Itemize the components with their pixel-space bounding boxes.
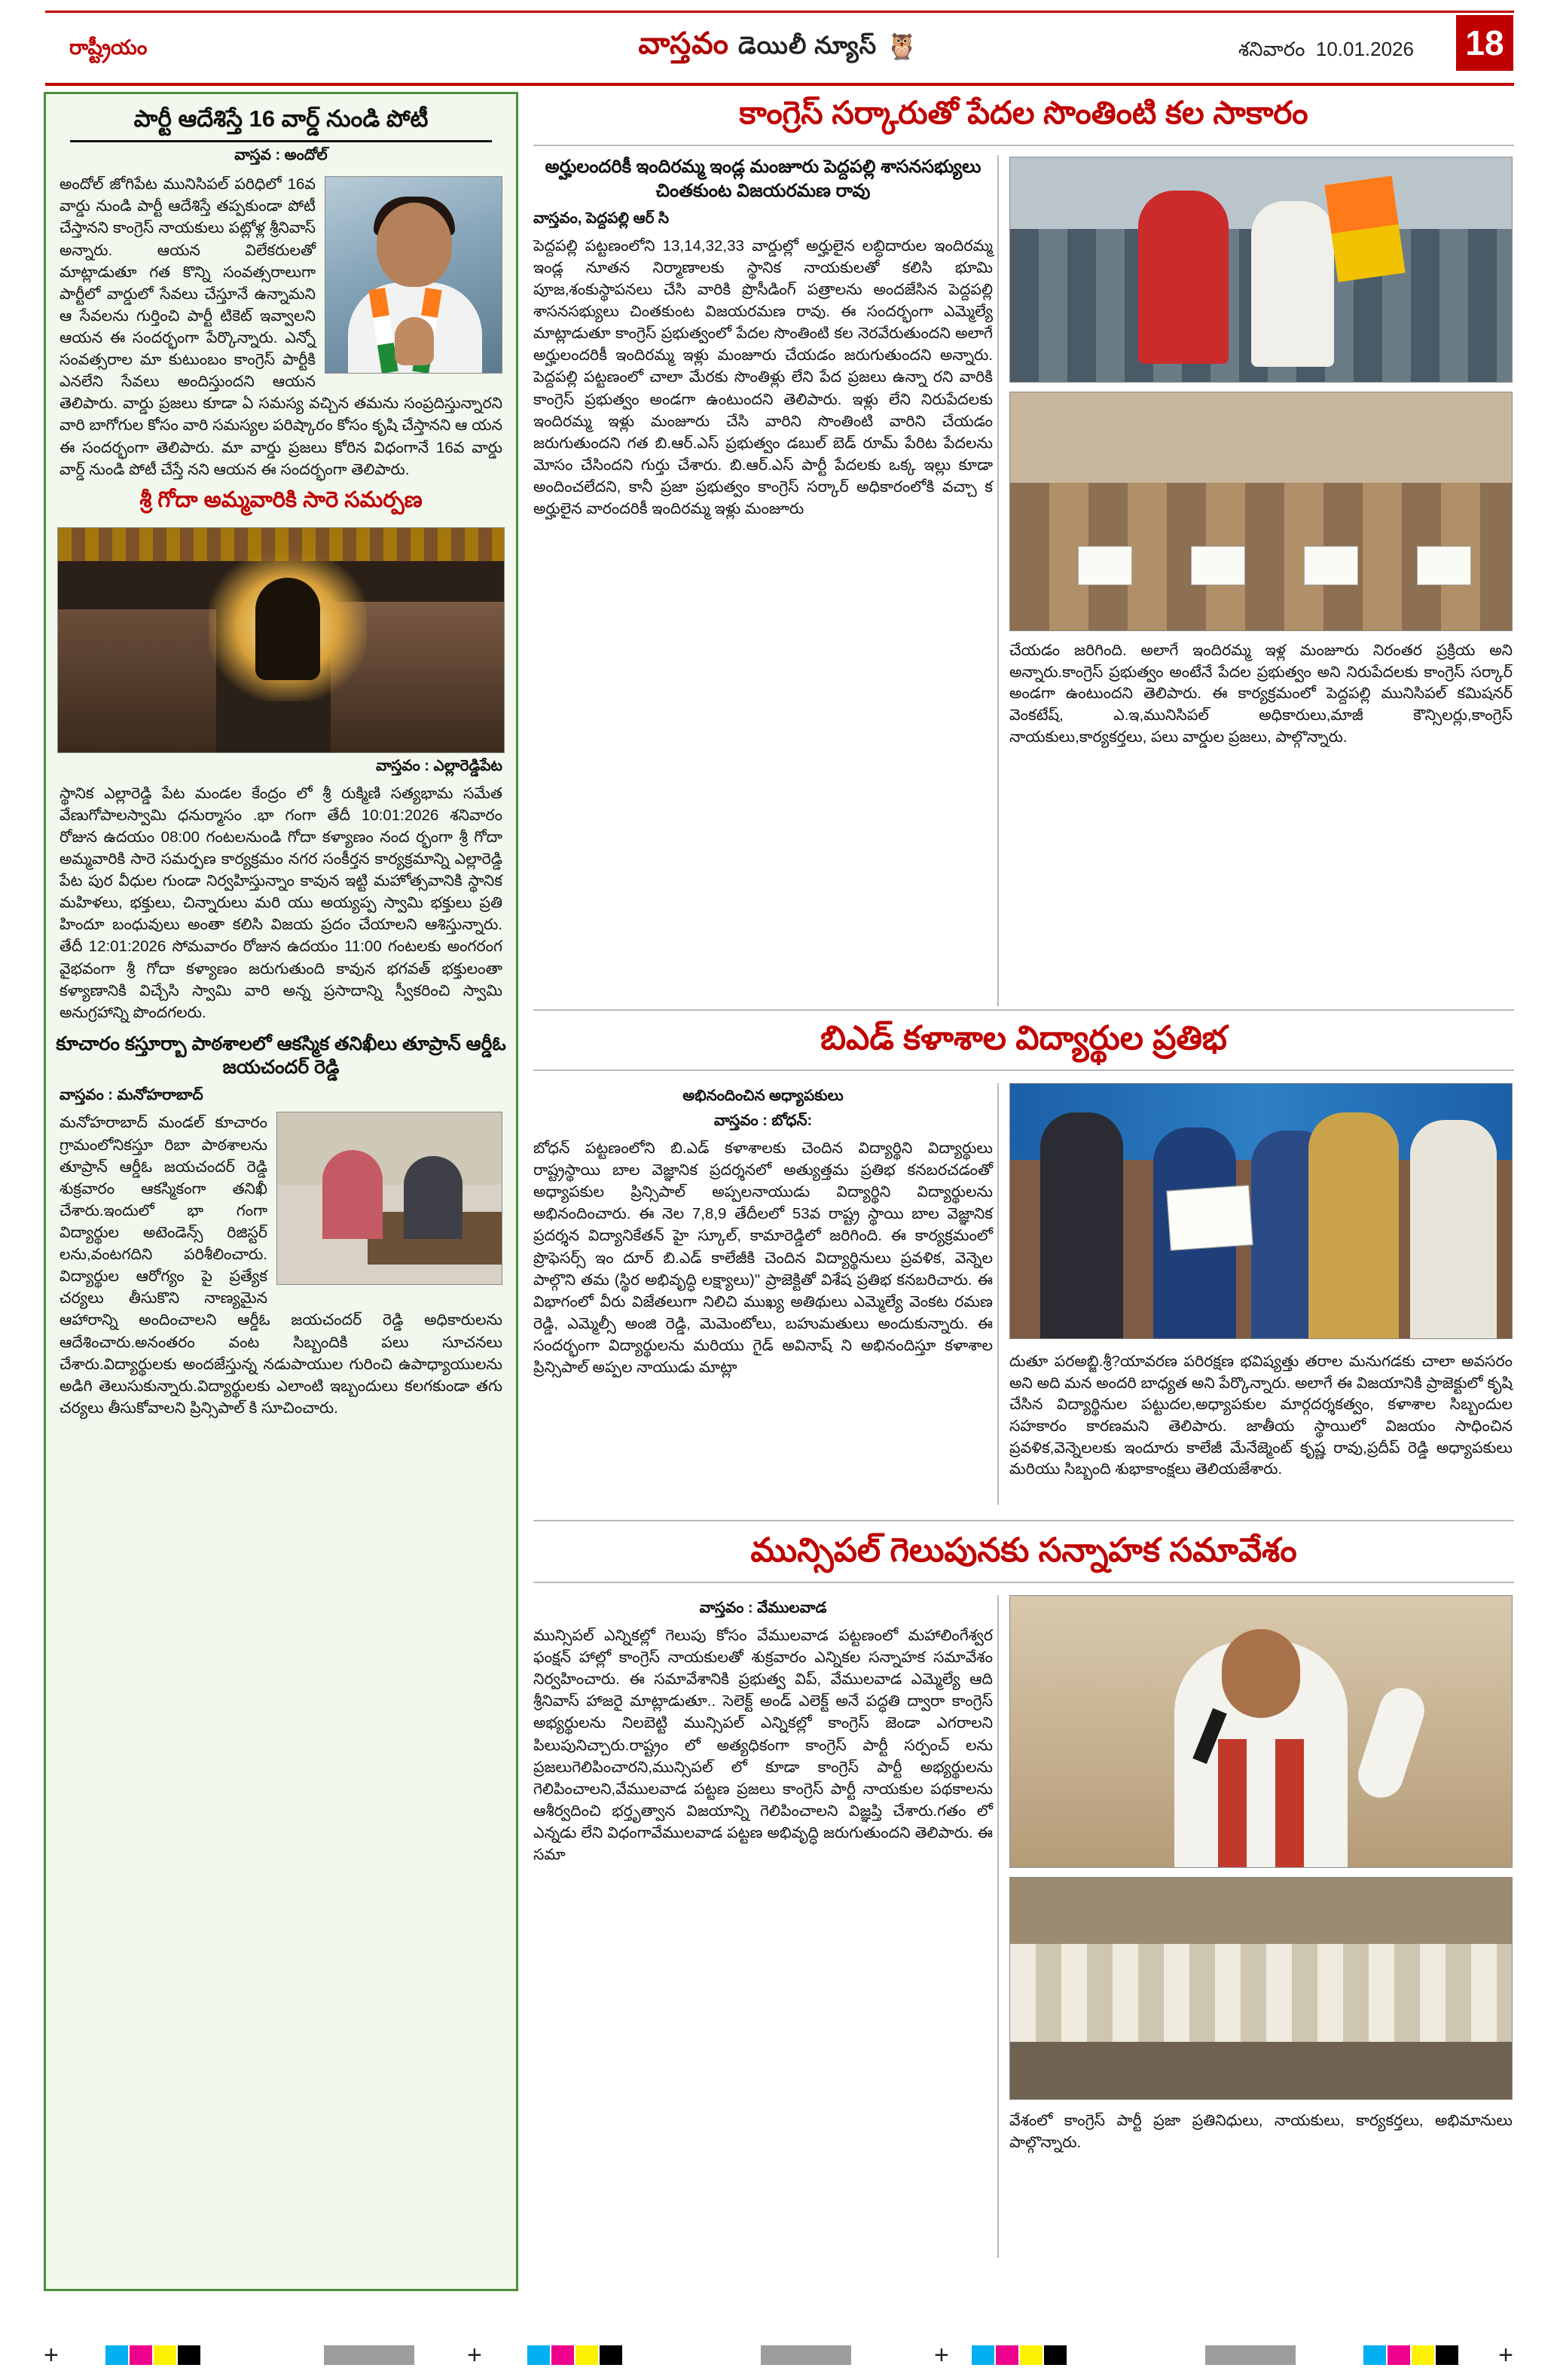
print-registration-bar xyxy=(0,2336,1557,2380)
left-article-2-byline: వాస్తవం : ఎల్లారెడ్డిపేట xyxy=(376,757,502,774)
beneficiaries-certificates-photo xyxy=(1009,392,1513,631)
page-number-badge: 18 xyxy=(1456,15,1513,71)
masthead-title-sub: డెయిలీ న్యూస్ xyxy=(738,32,878,59)
right-article-3-caption: వేశంలో కాంగ్రెస్ పార్టీ ప్రజా ప్రతినిధులు, నాయకులు, కార్యకర్తలు, అభిమానులు పాల్గొన్నారు. xyxy=(1009,2112,1513,2151)
divider xyxy=(533,1582,1514,1583)
color-swatch-gray xyxy=(761,2345,851,2365)
color-swatch-magenta xyxy=(551,2345,574,2365)
masthead-rule-top xyxy=(45,11,1514,13)
headline-underline xyxy=(70,140,492,142)
divider xyxy=(533,1520,1514,1521)
right-article-1-caption: చేయడం జరిగింది. అలాగే ఇందిరమ్మ ఇళ్ల మంజూరు నిరంతర ప్రక్రియ అని అన్నారు.కాంగ్రెస్ ప్రభుత్వం అంటేనే పేదల ప్రభుత్వం అని నిరుపేదలకు కాంగ్రెస్ సర్కార్ అండగా ఉంటుందని తెలిపారు. ఈ కార్యక్రమంలో పెద్దపల్లి మునిసిపల్ కమిషనర్ వెంకటేష్, ఎ.ఇ,మునిసిపల్ అధికారులు,మాజీ కౌన్సిలర్లు,కాంగ్రెస్ నాయకులు,కార్యకర్తలు, పలు వార్డుల ప్రజలు, పాల్గొన్నారు. xyxy=(1009,642,1513,746)
left-article-1-headline: పార్టీ ఆదేశిస్తే 16 వార్డ్ నుండి పోటీ xyxy=(133,105,429,132)
left-article-2-headline: శ్రీ గోదా అమ్మవారికి సారె సమర్పణ xyxy=(139,487,423,512)
registration-mark-plus: + xyxy=(44,2341,59,2369)
left-column xyxy=(44,92,518,2291)
portrait-photo-congress-leader xyxy=(325,176,502,374)
color-swatch-black xyxy=(1436,2345,1458,2365)
left-article-3-body: మనోహరాబాద్ మండల్ కూచారం గ్రామంలోనికస్తూ రిబా పాఠశాలను తూప్రాన్ ఆర్డీఓ జయచందర్ రెడ్డి శుక్రవారం ఆకస్మికంగా తనిఖీ చేశారు.ఇందులో భా గంగా విద్యార్థుల అటెండెన్స్ రిజిస్టర్ లను,వంటగదిని పరిశీలించారు. విద్యార్థుల ఆరోగ్యం పై ప్రత్యేక చర్యలు తీసుకొని నాణ్యమైన ఆహారాన్ని అందించాలని ఆర్డీఓ జయచందర్ రెడ్డి అధికారులను ఆదేశించారు.అనంతరం వంట సిబ్బందికి పలు సూచనలు చేశారు.విద్యార్థులకు అందజేస్తున్న నడుపాయుల గురించి ఉపాధ్యాయులను అడిగి తెలుసుకున్నారు.విద్యార్థులకు ఎలాంటి ఇబ్బందులు కలగకుండా తగు చర్యలు తీసుకోవాలని ప్రిన్సిపాల్ కి సూచించారు. xyxy=(60,1114,502,1417)
right-article-3-body: మున్సిపల్ ఎన్నికల్లో గెలుపు కోసం వేములవాడ పట్టణంలో మహాలింగేశ్వర ఫంక్షన్ హాల్లో కాంగ్రెస్ నాయకులతో శుక్రవారం ఎన్నికల సన్నాహక సమావేశం నిర్వహించారు. ఈ సమావేశానికి ప్రభుత్వ విప్, వేములవాడ ఎమ్మెల్యే ఆది శ్రీనివాస్ హాజరై మాట్లాడుతూ.. సెలెక్ట్ అండ్ ఎలెక్ట్ అనే పద్ధతి ద్వారా కాంగ్రెస్ అభ్యర్థులను నిలబెట్టి మున్సిపల్ ఎన్నికల్లో కాంగ్రెస్ జెండా ఎగరాలని పిలుపునిచ్చారు.రాష్ట్రం లో అత్యధికంగా కాంగ్రెస్ పార్టీ సర్పంచ్ లను ప్రజలుగెలిపించారని,మున్సిపల్ లో కూడా కాంగ్రెస్ పార్టీ అభ్యర్థులను గెలిపించాలని,వేములవాడ పట్టణ ప్రజలు కాంగ్రెస్ పార్టీ నాయకుల పథకాలను ఆశీర్వదించి భర్తృత్వాన విజయాన్ని గెలిపించాలని విజ్ఞప్తి చేశారు.గతం లో ఎన్నడు లేని విధంగావేములవాడ పట్టణ అభివృద్ధి జరుగుతుందని తెలిపారు. ఈ సమా xyxy=(533,1627,993,1864)
registration-mark-plus: + xyxy=(934,2341,949,2369)
color-swatch-cyan xyxy=(527,2345,550,2365)
students-award-photo xyxy=(1009,1083,1513,1339)
color-swatch-yellow xyxy=(575,2345,598,2365)
right-article-1-subhead: అర్హులందరికీ ఇందిరమ్మ ఇండ్ల మంజూరు పెద్దపల్లి శాసనసభ్యులు చింతకుంట విజయరమణ రావు xyxy=(545,157,982,202)
color-swatch-cyan xyxy=(105,2345,128,2365)
divider xyxy=(533,1069,1514,1071)
right-article-3-headline: మున్సిపల్ గెలుపునకు సన్నాహక సమావేశం xyxy=(750,1532,1297,1569)
color-swatch-yellow xyxy=(1412,2345,1434,2365)
color-swatch-yellow xyxy=(154,2345,176,2365)
right-article-2-subhead: అభినందించిన అధ్యాపకులు xyxy=(682,1088,844,1104)
color-swatch-black xyxy=(178,2345,200,2365)
masthead-rule-bottom xyxy=(45,83,1514,86)
color-swatch-cyan xyxy=(1363,2345,1386,2365)
right-article-2-body: బోధన్ పట్టణంలోని బి.ఎడ్ కళాశాలకు చెందిన విద్యార్థిని విద్యార్థులు రాష్ట్రస్థాయి బాల వెజ్ఞానిక ప్రదర్శనలో అత్యుత్తమ ప్రతిభ కనబరచడంతో అధ్యాపకుల ప్రిన్సిపాల్ అప్పలనాయుడు విద్యార్థిని విద్యార్థులను అభినందించారు. ఈ నెల 7,8,9 తేదీలలో 53వ రాష్ట్ర స్థాయి బాల వెజ్ఞానిక ప్రదర్శన విద్యానికేతన్ హై స్కూల్, కామారెడ్డిలో జరిగింది. ఈ కార్యక్రమంలో ప్రొఫెసర్స్ ఇం దూర్ బి.ఎడ్ కాలేజీకి చెందిన విద్యార్థినులు ప్రవళిక, వెన్నెల పాల్గొని తమ (స్థిర అభివృద్ధి లక్ష్యాలు)" ప్రాజెక్టితో విశేష ప్రతిభ కనబరిచారు. ఈ విభాగంలో వీరు విజేతలుగా నిలిచి ముఖ్య అతిథులు ఎమ్మెల్యే వెంకట రమణ రెడ్డి, ఎమ్మెల్సీ అంజి రెడ్డి, మెమెంటోలు, బహుమతులు అందుకున్నారు. ఈ సందర్భంగా విద్యార్థులను మరియు గైడ్ అవినాష్ ని అభినందిస్తూ కళాశాల ప్రిన్సిపాల్ అప్పల నాయుడు మాట్లా xyxy=(533,1140,993,1377)
divider xyxy=(997,1083,999,1505)
masthead-date-value: 10.01.2026 xyxy=(1315,38,1414,60)
right-article-2-byline: వాస్తవం : బోధన్: xyxy=(713,1112,813,1129)
color-swatch-gray xyxy=(1205,2345,1296,2365)
color-swatch-magenta xyxy=(1388,2345,1410,2365)
bird-icon: 🦉 xyxy=(886,32,919,61)
left-article-2 xyxy=(46,481,516,1024)
left-article-1-byline: వాస్తవ : అందోల్ xyxy=(234,147,328,164)
right-article-1 xyxy=(533,92,1514,746)
right-article-1-headline: కాంగ్రెస్ సర్కారుతో పేదల సొంతింటి కల సాకారం xyxy=(739,95,1308,130)
meeting-hall-photo xyxy=(1009,1877,1513,2100)
masthead-section-label: రాష్ట్రీయం xyxy=(69,36,148,59)
color-swatch-magenta xyxy=(996,2345,1018,2365)
divider xyxy=(997,155,999,1006)
color-swatch-cyan xyxy=(972,2345,994,2365)
color-swatch-yellow xyxy=(1020,2345,1043,2365)
masthead-title-main: వాస్తవం xyxy=(638,27,729,60)
left-article-3-byline: వాస్తవం : మనోహరాబాద్ xyxy=(60,1087,203,1104)
right-article-2-caption: దుతూ పరఅబ్జి.శ్రీ?యావరణ పరిరక్షణ భవిష్యత్తు తరాల మనుగడకు చాలా అవసరం అని అది మన అందరి బాధ్యత అని పేర్కొన్నారు. అలాగే ఈ విజయానికి ప్రాజెక్టులో కృషి చేసిన విద్యార్థినుల పట్టుదల,అధ్యాపకుల మార్గదర్శకత్వం, కళాశాల సిబ్బందుల సహకారం కారణమని తెలిపారు. జాతీయ స్థాయిలో విజయం సాధించిన ప్రవళిక,వెన్నెలలకు ఇందూరు కాలేజీ మేనేజ్మెంట్ కృష్ణ రావు,ప్రదీప్ రెడ్డి అధ్యాపకులు మరియు సిబ్బంది శుభాకాంక్షలు తెలియజేశారు. xyxy=(1009,1353,1513,1478)
divider xyxy=(533,1009,1514,1011)
color-swatch-black xyxy=(1044,2345,1067,2365)
mla-speech-photo xyxy=(1009,1595,1513,1868)
divider xyxy=(533,145,1514,146)
left-article-3 xyxy=(46,1024,516,1419)
left-article-2-body: స్థానిక ఎల్లారెడ్డి పేట మండల కేంద్రం లో శ్రీ రుక్మిణి సత్యభామ సమేత వేణుగోపాలస్వామి ధనుర్మాసం .భా గంగా తేదీ 10:01:2026 శనివారం రోజున ఉదయం 08:00 గంటలనుండి గోదా కళ్యాణం నంద ర్భంగా శ్రీ గోదా అమ్మవారికి సారె సమర్పణ కార్యక్రమం నగర సంకీర్తన కార్యక్రమాన్ని ఎల్లారెడ్డి పేట పుర వీధుల గుండా నిర్వహిస్తున్నాం కావున ఇట్టి మహోత్సవానికి స్థానిక మహిళలు, భక్తులు, చిన్నారులు మరి యు అయ్యప్ప స్వామి భక్తులు ప్రతి హిందూ బంధువులు అంతా కలిసి విజయ ప్రదం చేయాలని ఆశిస్తున్నారు. తేదీ 12:01:2026 సోమవారం రోజున ఉదయం 11:00 గంటలకు అంగరంగ వైభవంగా శ్రీ గోదా కళ్యాణం జరుగుతుంది కావున భగవత్ భక్తులంతా కళ్యాణానికి విచ్చేసి స్వామి వారి అన్న ప్రసాదాన్ని స్వీకరించి స్వామి అనుగ్రహాన్ని పొందగలరు. xyxy=(60,784,502,1021)
masthead-date xyxy=(1238,38,1414,66)
right-article-3-byline: వాస్తవం : వేములవాడ xyxy=(699,1600,827,1616)
school-inspection-photo xyxy=(276,1112,502,1285)
divider xyxy=(997,1595,999,2258)
right-article-3 xyxy=(533,1532,1514,2151)
right-section xyxy=(533,92,1514,2291)
right-article-1-body: పెద్దపల్లి పట్టణంలోని 13,14,32,33 వార్డుల్లో అర్హులైన లబ్ధిదారుల ఇందిరమ్మ ఇండ్ల నూతన నిర్మాణాలకు స్థానిక నాయకులతో కలిసి భూమి పూజ,శంకుస్థాపనలు చేసి వారికి ప్రొసీడింగ్ పత్రాలను అందజేసిన పెద్దపల్లి శాసనసభ్యులు చింతకుంట విజయరమణ రావు. ఈ సందర్భంగా ఎమ్మెల్యే మాట్లాడుతూ కాంగ్రెస్ ప్రభుత్వంలో పేదల సొంతింటి కల నెరవేరుతుందని అలాగే అర్హులందరికీ ఇందిరమ్మ ఇళ్లు మంజూరు చేయడం జరుగుతుందని అన్నారు. పెద్దపల్లి పట్టణంలో చాలా మేరకు సొంతిళ్లు లేని పేద ప్రజలు ఉన్నా రని వారికి కాంగ్రెస్ ప్రభుత్వం అండగా ఉంటుందని తెలిపారు. ఇళ్లు లేని నిరుపేదలకు ఇందిరమ్మ ఇళ్లు మంజూరు చేసి వారిని సొంతింటి వారిని చేయడం జరుగుతుందని గత బి.ఆర్.ఎస్ ప్రభుత్వం డబుల్ బెడ్ రూమ్ పేరిట పేదలను మోసం చేసిందని గుర్తు చేశారు. బి.ఆర్.ఎస్ పార్టీ పేదలకు ఒక్క ఇల్లు కూడా అందించలేదని, కానీ ప్రజా ప్రభుత్వం కాంగ్రెస్ సర్కార్ అధికారంలోకి వచ్చా క అర్హులైన వారందరికీ ఇందిరమ్మ ఇళ్లు మంజూరు xyxy=(533,236,993,518)
right-article-2-headline: బిఎడ్ కళాశాల విద్యార్థుల ప్రతిభ xyxy=(820,1020,1227,1057)
left-article-3-headline: కూచారం కస్తూర్బా పాఠశాలలో ఆకస్మిక తనిఖీలు తూప్రాన్ ఆర్డీఓ జయచందర్ రెడ్డి xyxy=(56,1033,506,1079)
left-article-1-body: అందోల్ జోగిపేట మునిసిపల్ పరిధిలో 16వ వార్డు నుండి పార్టీ ఆదేశిస్తే తప్పకుండా పోటీ చేస్తానని కాంగ్రెస్ నాయకులు పట్లోళ్ల శ్రీనివాస్ అన్నారు. ఆయన విలేకరులతో మాట్లాడుతూ గత కొన్ని సంవత్సరాలుగా పార్టీలో వార్డులో సేవలు చేస్తూనే ఉన్నామని ఆ సేవలను గుర్తించి పార్టీ టికెట్ ఇవ్వాలని ఆయన ఈ సందర్భంగా పేర్కొన్నారు. ఎన్నో సంవత్సరాల మా కుటుంబం కాంగ్రెస్ పార్టీకి ఎనలేని సేవలు అందిస్తుందని ఆయన తెలిపారు. వార్డు ప్రజలు కూడా ఏ సమస్య వచ్చిన తమను సంప్రదిస్తున్నారని వారి బాగోగుల కోసం వారి సమస్యల పరిష్కారం కోసం కృషి చేస్తానని ఆ యన ఈ సందర్భంగా తెలిపారు. మా వార్డు ప్రజలు కోరిన విధంగానే 16వ వార్డు వార్డ్ నుండి పోటీ చేస్తే నని ఆయన ఈ సందర్భంగా తెలిపారు. xyxy=(60,175,502,478)
color-swatch-gray xyxy=(324,2345,414,2365)
registration-mark-plus: + xyxy=(467,2341,482,2369)
right-article-2 xyxy=(533,1020,1514,1478)
left-article-1 xyxy=(46,94,516,481)
registration-mark-plus: + xyxy=(1498,2341,1513,2369)
color-swatch-magenta xyxy=(130,2345,152,2365)
color-swatch-black xyxy=(600,2345,622,2365)
right-article-1-byline: వాస్తవం, పెద్దపల్లి ఆర్ సి xyxy=(533,209,670,227)
masthead xyxy=(0,0,1557,89)
masthead-day: శనివారం xyxy=(1238,38,1305,60)
felicitation-crowd-photo xyxy=(1009,157,1513,383)
temple-ceremony-photo xyxy=(57,527,505,753)
